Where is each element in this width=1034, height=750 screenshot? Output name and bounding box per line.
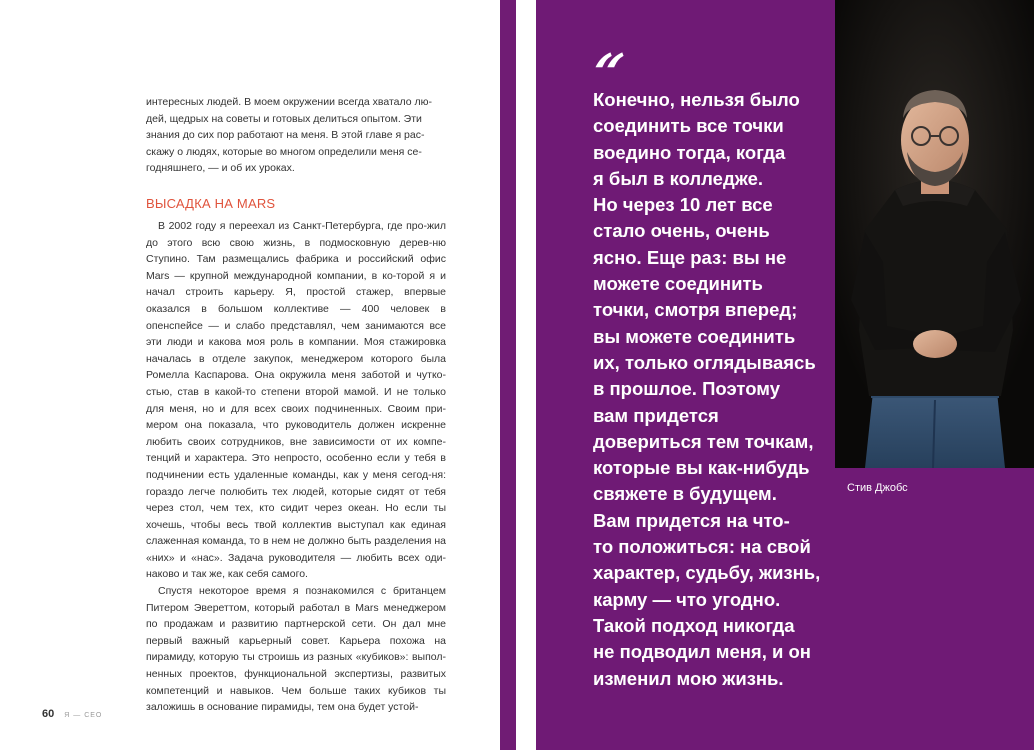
running-title: Я — CEO [64,712,103,719]
quote-line: стало очень, очень [593,220,770,242]
quote-line: в прошлое. Поэтому [593,378,781,400]
quote-line: вы можете соединить [593,325,796,347]
intro-line: знания до сих пор работают на меня. В этой главе я рас- [146,129,425,142]
intro-text [146,94,446,177]
section-heading: ВЫСАДКА НА MARS [146,196,276,211]
quote-line: характер, судьбу, жизнь, [593,562,821,584]
quote-line: изменил мою жизнь. [593,667,784,689]
intro-line: годняшнего, — и об их уроках. [146,162,295,175]
main-text [146,218,446,716]
spine-stripe [500,0,516,750]
page-gutter [516,0,536,750]
quote-line: Вам придется на что- [593,509,790,531]
quote-line: которые вы как-нибудь [593,457,810,479]
quote-line: соединить все точки [593,115,784,137]
page-footer [42,708,102,720]
quote-line: ясно. Еще раз: вы не [593,246,787,268]
left-page [0,0,500,750]
quote-line: точки, смотря вперед; [593,299,798,321]
photo-caption: Стив Джобс [847,482,908,494]
quote-line: их, только оглядываясь [593,351,816,373]
page-number: 60 [42,708,55,720]
quote-line: вам придется [593,404,719,426]
quote-line: можете соединить [593,273,763,295]
quote-line: Такой подход никогда [593,614,795,636]
quote-line: не подводил меня, и он [593,641,811,663]
quote-line: Конечно, нельзя было [593,89,800,110]
portrait-photo [835,0,1034,468]
intro-line: интересных людей. В моем окружении всегда хватало лю- [146,96,433,108]
quote-line: я был в колледже. [593,167,764,189]
quote-mark-icon: “ [585,43,629,104]
quote-line: Но через 10 лет все [593,194,773,216]
portrait-illustration [835,0,1034,468]
paragraph: Спустя некоторое время я познакомился с британцем Питером Эвереттом, который работал в Mars менеджером по продажам и развитию партнерской сети. Он дал мне первый важный карьерный совет. Карьера похожа на пирамиду, которую ты строишь из разных «кубиков»: выпол-ненных проектов, функциональной экспертизы, развитых компетенций и навыков. Чем больше таких кубиков ты заложишь в основание пирамиды, тем она будет устой- [146,585,446,714]
paragraph: В 2002 году я переехал из Санкт-Петербурга, где про-жил до этого всю свою жизнь, в подмосковную дерев-ню Ступино. Там размещались фабрика и российский офис Mars — крупной международной компании, в ко-торой я и начал строить карьеру. Я, простой стажер, впервые оказался в большом коллективе — 400 человек в опенспейсе — и слабо представлял, чем занимаются все эти люди и какова моя роль в компании. Моя стажировка началась в отделе закупок, менеджером которого была Ромелла Каспарова. Она окружила меня заботой и чутко-стью, став в какой-то степени второй мамой. И не только для меня, но и для всех своих подчиненных. Своим при-мером она показала, что руководитель должен искренне любить своих сотрудников, вне зависимости от их компе-тенций и характера. Это непросто, особенно если у тебя в подчинении есть удаленные команды, как у меня сегод-ня: гораздо легче полюбить тех людей, которые сидят от тебя через стол, чем тех, кто сидит через океан. Но если ты хочешь, чтобы весь твой коллектив выступал как единая слаженная команда, то в нем не должно быть разделения на «них» и «нас». Задача руководителя — любить всех оди-наково и так же, как себя самого. [146,220,446,581]
quote-line: довериться тем точкам, [593,430,814,452]
intro-line: дей, щедрых на советы и готовых делиться опытом. Эти [146,112,422,125]
quote-line: то положиться: на свой [593,536,811,558]
quote-text [593,87,843,692]
intro-line: скажу о людях, которые во многом определили меня се- [146,145,422,158]
quote-line: свяжете в будущем. [593,483,777,505]
quote-line: воедино тогда, когда [593,141,786,163]
quote-line: карму — что угодно. [593,588,781,610]
